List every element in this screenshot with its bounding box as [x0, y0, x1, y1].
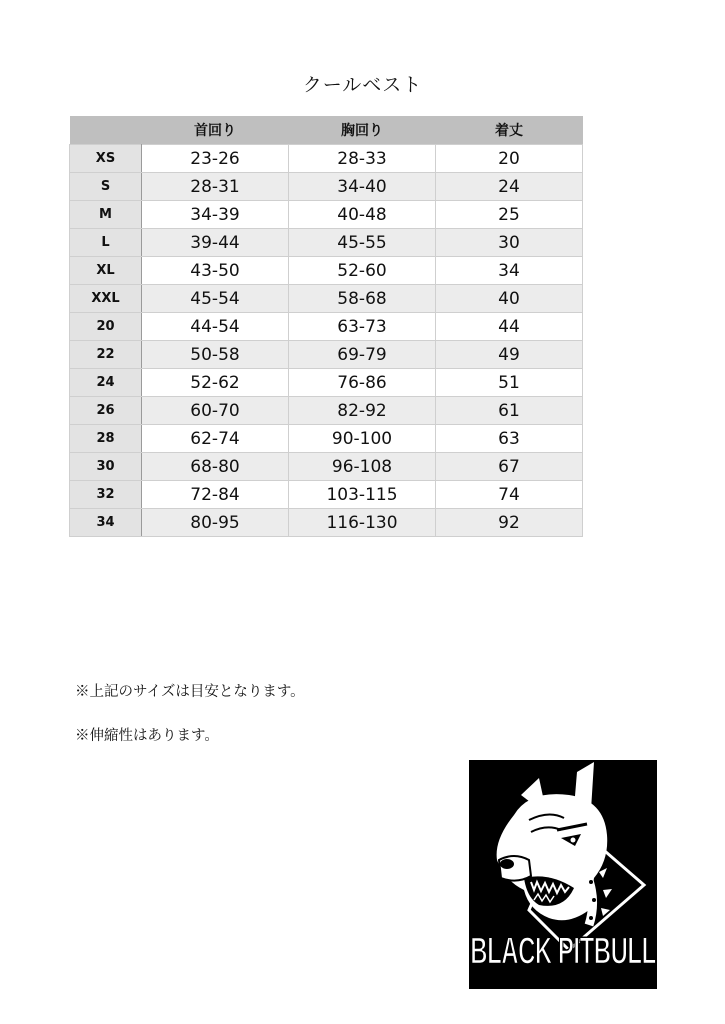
cell-chest: 69-79 [289, 341, 436, 369]
cell-length: 51 [436, 369, 583, 397]
cell-chest: 34-40 [289, 173, 436, 201]
cell-size: 32 [70, 481, 142, 509]
cell-chest: 40-48 [289, 201, 436, 229]
cell-size: 20 [70, 313, 142, 341]
cell-length: 44 [436, 313, 583, 341]
note-size-guide: ※上記のサイズは目安となります。 [75, 684, 305, 700]
table-row [70, 229, 583, 257]
cell-size: XXL [70, 285, 142, 313]
cell-length: 63 [436, 425, 583, 453]
note-stretch: ※伸縮性はあります。 [75, 728, 219, 744]
table-row [70, 453, 583, 481]
cell-chest: 82-92 [289, 397, 436, 425]
cell-size: XL [70, 257, 142, 285]
table-row [70, 341, 583, 369]
cell-neck: 39-44 [142, 229, 289, 257]
table-row [70, 145, 583, 173]
table-row [70, 173, 583, 201]
cell-chest: 96-108 [289, 453, 436, 481]
table-row [70, 481, 583, 509]
cell-length: 25 [436, 201, 583, 229]
cell-chest: 116-130 [289, 509, 436, 537]
cell-chest: 63-73 [289, 313, 436, 341]
cell-length: 34 [436, 257, 583, 285]
table-row [70, 509, 583, 537]
table-row [70, 201, 583, 229]
cell-neck: 23-26 [142, 145, 289, 173]
cell-size: M [70, 201, 142, 229]
cell-chest: 90-100 [289, 425, 436, 453]
cell-chest: 76-86 [289, 369, 436, 397]
cell-size: S [70, 173, 142, 201]
table-row [70, 313, 583, 341]
cell-neck: 44-54 [142, 313, 289, 341]
table-row [70, 369, 583, 397]
header-length: 着丈 [436, 116, 583, 145]
cell-neck: 45-54 [142, 285, 289, 313]
cell-size: 34 [70, 509, 142, 537]
cell-chest: 52-60 [289, 257, 436, 285]
header-neck: 首回り [142, 116, 289, 145]
cell-neck: 72-84 [142, 481, 289, 509]
table-row [70, 285, 583, 313]
cell-chest: 58-68 [289, 285, 436, 313]
cell-length: 61 [436, 397, 583, 425]
size-chart-table [69, 116, 583, 537]
cell-size: 28 [70, 425, 142, 453]
cell-size: 26 [70, 397, 142, 425]
cell-chest: 103-115 [289, 481, 436, 509]
table-header-row [70, 116, 583, 145]
cell-length: 24 [436, 173, 583, 201]
cell-size: 30 [70, 453, 142, 481]
table-row [70, 397, 583, 425]
cell-length: 40 [436, 285, 583, 313]
page-title: クールベスト [302, 74, 423, 96]
cell-neck: 43-50 [142, 257, 289, 285]
cell-neck: 28-31 [142, 173, 289, 201]
cell-length: 49 [436, 341, 583, 369]
cell-chest: 45-55 [289, 229, 436, 257]
header-size [70, 116, 142, 145]
cell-neck: 68-80 [142, 453, 289, 481]
cell-size: 22 [70, 341, 142, 369]
cell-neck: 80-95 [142, 509, 289, 537]
cell-neck: 52-62 [142, 369, 289, 397]
brand-logo [469, 760, 657, 989]
cell-neck: 50-58 [142, 341, 289, 369]
cell-neck: 60-70 [142, 397, 289, 425]
table-row [70, 257, 583, 285]
table-body [70, 145, 583, 537]
table-row [70, 425, 583, 453]
cell-length: 92 [436, 509, 583, 537]
brand-logo-text: BLACK PITBULL [470, 930, 656, 974]
cell-length: 20 [436, 145, 583, 173]
cell-size: 24 [70, 369, 142, 397]
cell-length: 74 [436, 481, 583, 509]
cell-chest: 28-33 [289, 145, 436, 173]
cell-neck: 62-74 [142, 425, 289, 453]
cell-length: 30 [436, 229, 583, 257]
header-chest: 胸回り [289, 116, 436, 145]
cell-size: L [70, 229, 142, 257]
cell-size: XS [70, 145, 142, 173]
cell-length: 67 [436, 453, 583, 481]
cell-neck: 34-39 [142, 201, 289, 229]
